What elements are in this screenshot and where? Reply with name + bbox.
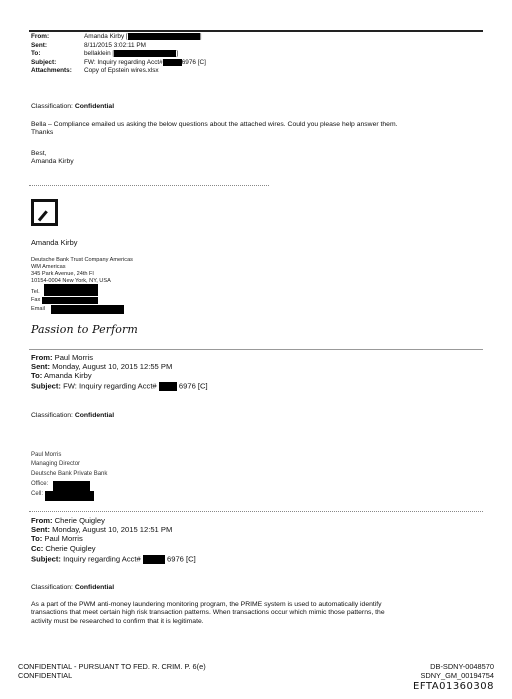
- email3-subject-row: [31, 555, 196, 564]
- email1-subject-prefix: FW: Inquiry regarding Acct#: [84, 58, 163, 66]
- email3-body-line: transactions that meet certain high risk transaction patterns. When transactions occur which mimic those patterns, the: [31, 609, 385, 617]
- classification-value: Confidential: [74, 584, 115, 591]
- email1-header: [31, 33, 206, 76]
- email2-subject-suffix: 6976 [C]: [178, 381, 208, 391]
- email3-top-rule: [29, 511, 483, 512]
- signature-company: Deutsche Bank Trust Company Americas: [31, 257, 133, 263]
- email1-body-line: Thanks: [31, 129, 54, 137]
- signature-fax: [31, 297, 40, 304]
- email3-from-label: From:: [31, 516, 53, 525]
- redaction-box: [114, 50, 176, 57]
- signature-name: Amanda Kirby: [31, 238, 78, 247]
- email1-sent-value: 8/11/2015 3:02:11 PM: [84, 41, 146, 49]
- footer-bates-sdny: SDNY_GM_00194754: [420, 671, 494, 681]
- email1-classification: [31, 103, 114, 111]
- redaction-box: [163, 59, 182, 66]
- classification-value: Confidential: [74, 412, 115, 419]
- cell-label: Cell:: [31, 491, 44, 497]
- email1-subject-label: Subject:: [31, 58, 57, 66]
- bank-slogan: Passion to Perform: [31, 323, 138, 336]
- redaction-box: [128, 33, 200, 40]
- email2-to-label: To:: [31, 371, 43, 380]
- email1-attachments-label: Attachments:: [31, 67, 72, 75]
- email3-subject-label: Subject:: [31, 554, 61, 564]
- email1-subject-row: [31, 59, 206, 68]
- signature-paul-office: [31, 481, 48, 489]
- email1-to-row: [31, 50, 206, 59]
- email3-cc-label: Cc:: [31, 544, 44, 553]
- classification-label: Classification:: [31, 412, 73, 419]
- closing-name: Amanda Kirby: [31, 158, 74, 166]
- office-label: Office:: [31, 481, 49, 487]
- email3-sent-label: Sent:: [31, 525, 50, 534]
- bracket-close: ]: [199, 33, 202, 40]
- email3-cc-value: Cherie Quigley: [45, 544, 96, 553]
- email3-to-label: To:: [31, 534, 43, 543]
- email3-body-line: As a part of the PWM anti-money laundering monitoring program, the PRIME system is used to automatically identify: [31, 601, 382, 608]
- signature-division: WM Americas: [31, 264, 66, 270]
- redaction-box: [143, 555, 165, 564]
- closing-text: Best,: [31, 150, 47, 157]
- email2-subject-row: [31, 382, 208, 391]
- email3-body: [31, 601, 483, 626]
- signature-tel: [31, 289, 40, 296]
- tel-label: Tel.: [31, 289, 40, 295]
- email1-attachment-file: Copy of Epstein wires.xlsx: [84, 67, 159, 75]
- email2-subject-label: Subject:: [31, 381, 61, 391]
- redaction-box: [159, 382, 177, 391]
- header-top-rule: [29, 30, 483, 32]
- email-label: Email: [31, 306, 45, 312]
- redaction-box: [53, 481, 90, 491]
- email2-from-value: Paul Morris: [54, 353, 94, 362]
- email3-sent-value: Monday, August 10, 2015 12:51 PM: [52, 525, 173, 534]
- footer-efta-number: EFTA01360308: [413, 681, 494, 692]
- footer-bates-db: DB-SDNY-0048570: [430, 662, 494, 671]
- footer-left: [18, 662, 206, 681]
- email2-sent-label: Sent:: [31, 362, 50, 371]
- email1-subject-suffix: 6976 [C]: [181, 58, 206, 66]
- signature-paul-company: Deutsche Bank Private Bank: [31, 471, 108, 477]
- email3-body-line: activity must be researched to confirm that it is legitimate.: [31, 617, 204, 625]
- email1-attachments-row: [31, 67, 206, 76]
- signature-separator: [29, 185, 269, 186]
- redaction-box: [44, 284, 98, 296]
- signature-paul-cell: [31, 491, 43, 499]
- email1-from-label: From:: [31, 33, 50, 40]
- email1-body-line: Bella – Compliance emailed us asking the below questions about the attached wires. Could you please help answer them.: [31, 121, 398, 128]
- signature-address2: 10154-0004 New York, NY, USA: [31, 278, 111, 284]
- email1-sent-label: Sent:: [31, 41, 47, 49]
- footer-confidential-legal: CONFIDENTIAL - PURSUANT TO FED. R. CRIM. P. 6(e): [18, 662, 206, 671]
- email2-sent-value: Monday, August 10, 2015 12:55 PM: [52, 362, 173, 371]
- footer-confidential: CONFIDENTIAL: [18, 671, 73, 681]
- fax-label: Fax: [31, 297, 41, 303]
- email3-to-row: [31, 535, 83, 544]
- email3-from-value: Cherie Quigley: [54, 516, 105, 525]
- email1-to-value: bellaklein [: [84, 50, 115, 58]
- bracket-close: ]: [176, 50, 178, 58]
- signature-paul-name: Paul Morris: [31, 452, 62, 458]
- email1-from-row: [31, 33, 206, 42]
- redaction-box: [42, 297, 98, 304]
- footer-right: [420, 662, 494, 681]
- email1-from-value: Amanda Kirby [: [84, 33, 128, 40]
- redaction-box: [51, 305, 124, 314]
- signature-address1: 345 Park Avenue, 24th Fl: [31, 271, 94, 277]
- email2-subject-prefix: FW: Inquiry regarding Acct#: [63, 381, 157, 391]
- email3-to-value: Paul Morris: [44, 534, 83, 543]
- classification-label: Classification:: [31, 584, 73, 591]
- redaction-box: [45, 491, 94, 501]
- email3-subject-prefix: Inquiry regarding Acct#: [63, 554, 141, 564]
- email1-to-label: To:: [31, 50, 41, 58]
- email2-top-rule: [29, 349, 483, 350]
- email1-closing: [31, 150, 74, 167]
- email3-subject-suffix: 6976 [C]: [167, 554, 196, 564]
- email3-cc-row: [31, 545, 96, 554]
- signature-paul-title: Managing Director: [31, 461, 81, 467]
- classification-label: Classification:: [31, 103, 73, 110]
- email2-from-label: From:: [31, 353, 53, 362]
- email2-to-value: Amanda Kirby: [43, 371, 92, 380]
- email1-body: [31, 121, 398, 138]
- email1-sent-row: [31, 42, 206, 51]
- email2-to-row: [31, 372, 92, 381]
- email3-classification: [31, 584, 114, 592]
- signature-email: [31, 306, 45, 313]
- classification-value: Confidential: [74, 103, 115, 110]
- deutsche-bank-logo-icon: [31, 199, 58, 226]
- email2-classification: [31, 412, 114, 420]
